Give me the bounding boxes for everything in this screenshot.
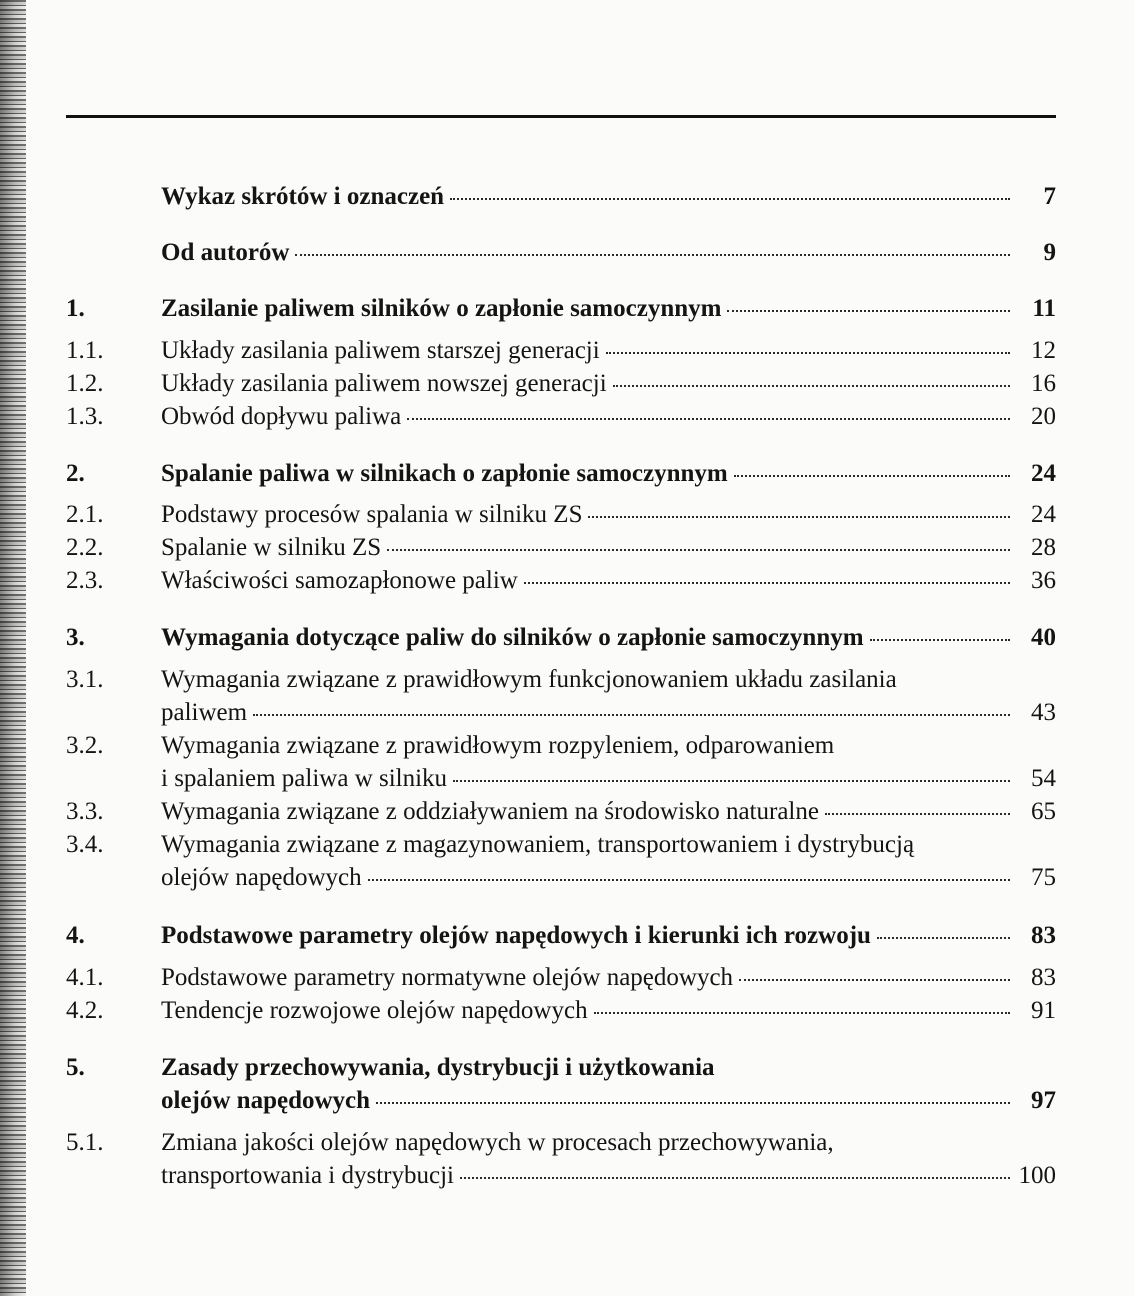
toc-entry-number: 2.	[66, 460, 85, 487]
toc-entry-body	[161, 663, 1056, 729]
toc-entry-number: 1.3.	[66, 403, 104, 430]
toc-entry-number: 3.2.	[66, 732, 104, 759]
toc-entry-page-number: 7	[1043, 183, 1056, 210]
toc-entry-number: 3.3.	[66, 798, 104, 825]
toc-entry-title-line: Spalanie paliwa w silnikach o zapłonie samoczynnym	[161, 460, 728, 487]
toc-entry-title-line: paliwem	[161, 699, 248, 726]
toc-entry-body	[161, 334, 1056, 367]
dot-leader	[450, 198, 1010, 200]
toc-entry-title-line: Od autorów	[161, 239, 290, 266]
toc-entry-page-number: 36	[1031, 567, 1056, 594]
toc-entry-number: 4.2.	[66, 997, 104, 1024]
toc-entry-body	[161, 236, 1056, 269]
toc-entry-body	[161, 919, 1056, 952]
dot-leader	[877, 937, 1010, 939]
toc-entry-title-line: olejów napędowych	[161, 1087, 371, 1114]
dot-leader	[460, 1177, 1010, 1179]
dot-leader	[606, 352, 1010, 354]
toc-entry-title-line: olejów napędowych	[161, 864, 362, 891]
toc-entry-number: 3.	[66, 624, 85, 651]
toc-entry-number: 2.3.	[66, 567, 104, 594]
toc-entry-page-number: 83	[1031, 922, 1056, 949]
dot-leader	[453, 780, 1010, 782]
toc-entry-page-number: 11	[1032, 295, 1056, 322]
toc-entry-page-number: 20	[1031, 403, 1056, 430]
toc-entry-title-line: Układy zasilania paliwem starszej generacji	[161, 337, 600, 364]
toc-entry-title-line: Podstawowe parametry normatywne olejów napędowych	[161, 964, 734, 991]
toc-entry-body	[161, 994, 1056, 1027]
toc-entry-page-number: 9	[1043, 239, 1056, 266]
toc-entry-number: 1.2.	[66, 370, 104, 397]
toc-entry-page-number: 54	[1031, 765, 1056, 792]
dot-leader	[253, 714, 1010, 716]
toc-entry-body	[161, 498, 1056, 531]
dot-leader	[870, 639, 1010, 641]
toc-entry-title-line: Spalanie w silniku ZS	[161, 534, 382, 561]
toc-entry-title-line: Wymagania związane z magazynowaniem, transportowaniem i dystrybucją	[161, 831, 915, 858]
toc-entry-body	[161, 828, 1056, 894]
toc-entry-body	[161, 795, 1056, 828]
toc-entry-title-line: Tendencje rozwojowe olejów napędowych	[161, 997, 588, 1024]
toc-entry-title-line: Obwód dopływu paliwa	[161, 403, 402, 430]
toc-entry-title-line: Wykaz skrótów i oznaczeń	[161, 183, 445, 210]
toc-entry-page-number: 100	[1018, 1162, 1056, 1189]
toc-entry-title-line: Zasilanie paliwem silników o zapłonie samoczynnym	[161, 295, 722, 322]
toc-entry-title-line: i spalaniem paliwa w silniku	[161, 765, 448, 792]
toc-entry-body	[161, 180, 1056, 213]
toc-entry-page-number: 12	[1031, 337, 1056, 364]
toc-entry-page-number: 75	[1031, 864, 1056, 891]
toc-entry-number: 1.1.	[66, 337, 104, 364]
toc-entry-body	[161, 621, 1056, 654]
toc-entry-page-number: 91	[1031, 997, 1056, 1024]
toc-entry-body	[161, 1126, 1056, 1192]
dot-leader	[588, 516, 1010, 518]
toc-entry-page-number: 65	[1031, 798, 1056, 825]
dot-leader	[825, 813, 1010, 815]
toc-entry-body	[161, 729, 1056, 795]
toc-entry-body	[161, 531, 1056, 564]
dot-leader	[734, 475, 1010, 477]
toc-entry-number: 3.4.	[66, 831, 104, 858]
toc-entry-number: 4.	[66, 922, 85, 949]
toc-entry-page-number: 40	[1031, 624, 1056, 651]
toc-entry-title-line: Zmiana jakości olejów napędowych w procesach przechowywania,	[161, 1129, 834, 1156]
toc-entry-title-line: Wymagania związane z oddziaływaniem na środowisko naturalne	[161, 798, 819, 825]
toc-entry-body	[161, 961, 1056, 994]
dot-leader	[295, 254, 1010, 256]
toc-entry-body	[161, 1051, 1056, 1117]
dot-leader	[727, 310, 1010, 312]
toc-entry-page-number: 24	[1031, 460, 1056, 487]
toc-entry-number: 2.1.	[66, 501, 104, 528]
toc-entry-page-number: 16	[1031, 370, 1056, 397]
dot-leader	[613, 385, 1010, 387]
dot-leader	[387, 549, 1010, 551]
toc-entry-number: 5.1.	[66, 1129, 104, 1156]
toc-entry-page-number: 24	[1031, 501, 1056, 528]
toc-entry-title-line: Wymagania związane z prawidłowym funkcjonowaniem układu zasilania	[161, 666, 897, 693]
dot-leader	[368, 879, 1010, 881]
dot-leader	[594, 1012, 1010, 1014]
toc-entry-number: 3.1.	[66, 666, 104, 693]
toc-entry-title-line: Wymagania dotyczące paliw do silników o zapłonie samoczynnym	[161, 624, 864, 651]
toc-entry-page-number: 43	[1031, 699, 1056, 726]
dot-leader	[407, 418, 1010, 420]
toc-entry-number: 4.1.	[66, 964, 104, 991]
scan-edge-shadow	[0, 0, 26, 1296]
toc-entry-title-line: transportowania i dystrybucji	[161, 1162, 454, 1189]
toc-entry-number: 5.	[66, 1054, 85, 1081]
toc-entry-body	[161, 400, 1056, 433]
toc-entry-body	[161, 292, 1056, 325]
header-rule	[66, 115, 1056, 118]
toc-entry-title-line: Zasady przechowywania, dystrybucji i użytkowania	[161, 1054, 715, 1081]
toc-entry-number: 1.	[66, 295, 85, 322]
dot-leader	[524, 582, 1010, 584]
toc-entry-body	[161, 367, 1056, 400]
toc-entry-title-line: Podstawy procesów spalania w silniku ZS	[161, 501, 583, 528]
dot-leader	[739, 979, 1010, 981]
toc-entry-page-number: 28	[1031, 534, 1056, 561]
toc-entry-title-line: Właściwości samozapłonowe paliw	[161, 567, 518, 594]
toc-entry-body	[161, 457, 1056, 490]
toc-entry-title-line: Układy zasilania paliwem nowszej generacji	[161, 370, 607, 397]
toc-entry-title-line: Wymagania związane z prawidłowym rozpyleniem, odparowaniem	[161, 732, 835, 759]
toc-entry-title-line: Podstawowe parametry olejów napędowych i kierunki ich rozwoju	[161, 922, 871, 949]
toc-entry-page-number: 83	[1031, 964, 1056, 991]
toc-entry-number: 2.2.	[66, 534, 104, 561]
toc-entry-body	[161, 564, 1056, 597]
toc-entry-page-number: 97	[1031, 1087, 1056, 1114]
dot-leader	[376, 1102, 1010, 1104]
